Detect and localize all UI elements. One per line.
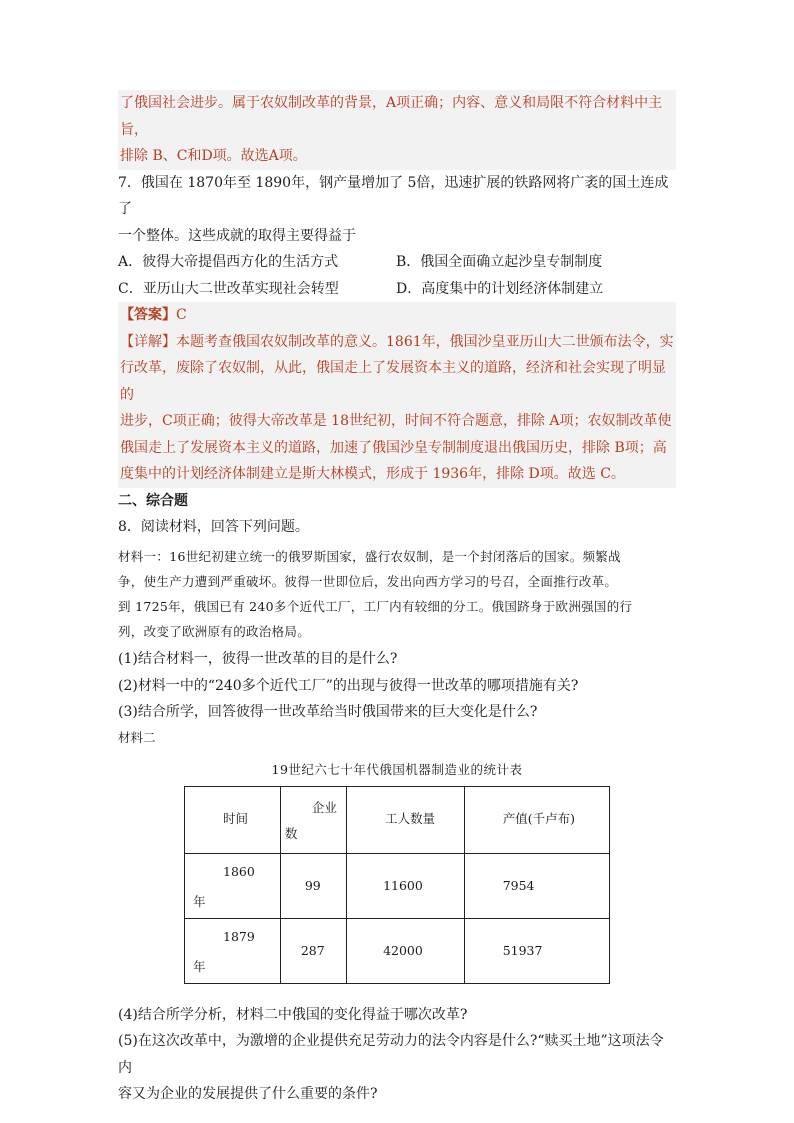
- table-header-row: [185, 786, 610, 853]
- cell-count: [280, 853, 346, 918]
- q6-analysis-tail: [118, 90, 676, 170]
- detail-line: 俄国走上了发展资本主义的道路，加速了俄国沙皇专制制度退出俄国历史，排除 B项；高: [120, 439, 667, 456]
- statistics-table: [184, 786, 610, 984]
- header-time: [185, 786, 281, 853]
- sub-question-2: (2)材料一中的“240多个近代工厂”的出现与彼得一世改革的哪项措施有关?: [118, 677, 579, 694]
- option-b: B．俄国全面确立起沙皇专制制度: [396, 254, 603, 270]
- year-unit: 年: [193, 893, 206, 909]
- header-count-part2: 数: [284, 825, 298, 841]
- workers-value: 11600: [383, 877, 423, 893]
- year-number: 1879: [223, 928, 255, 944]
- answer-line: [120, 302, 674, 329]
- material-line: 材料一：16世纪初建立统一的俄罗斯国家，盛行农奴制，是一个封闭落后的国家。频繁战: [118, 549, 621, 564]
- header-count-part1: 企业: [311, 799, 337, 815]
- material-line: 列，改变了欧洲原有的政治格局。: [118, 624, 311, 639]
- count-value: 99: [304, 877, 321, 893]
- material-1: [118, 544, 676, 644]
- cell-count: [280, 918, 346, 983]
- table-title: 19世纪六七十年代俄国机器制造业的统计表: [271, 761, 523, 777]
- option-c: C．亚历山大二世改革实现社会转型: [118, 280, 339, 297]
- option-d: D．高度集中的计划经济体制建立: [396, 280, 604, 297]
- detail-line: 进步，C项正确；彼得大帝改革是 18世纪初，时间不符合题意，排除 A项；农奴制改革使: [120, 413, 672, 429]
- sub-question-4: (4)结合所学分析，材料二中俄国的变化得益于哪次改革?: [118, 1006, 468, 1023]
- count-value: 287: [300, 942, 325, 958]
- section-title: 二、综合题: [118, 492, 188, 509]
- sub-question-5-cont: 容又为企业的发展提供了什么重要的条件?: [118, 1086, 378, 1102]
- detail-line: 【详解】本题考查俄国农奴制改革的意义。1861年，俄国沙皇亚历山大二世颁布法令，实: [120, 333, 674, 350]
- cell-workers: [347, 853, 465, 918]
- cell-value: [464, 853, 609, 918]
- analysis-line: 了俄国社会进步。属于农奴制改革的背景，A项正确；内容、意义和局限不符合材料中主旨，: [120, 95, 663, 138]
- header-count: [280, 786, 346, 853]
- header-workers-text: 工人数量: [385, 810, 436, 826]
- sub-question-3: (3)结合所学，回答彼得一世改革给当时俄国带来的巨大变化是什么?: [118, 704, 538, 720]
- cell-year: [185, 853, 281, 918]
- q8-stem: 8．阅读材料，回答下列问题。: [118, 518, 309, 535]
- header-workers: [347, 786, 465, 853]
- header-count-text: [281, 795, 337, 847]
- sub-question-5: (5)在这次改革中，为激增的企业提供充足劳动力的法令内容是什么?“赎买土地”这项法令内: [118, 1033, 664, 1076]
- output-value: 7954: [502, 877, 535, 893]
- page-content: [118, 90, 676, 1108]
- answer-value: C: [176, 307, 187, 323]
- material-line: 到 1725年，俄国已有 240多个近代工厂，工厂内有较细的分工。俄国跻身于欧洲强国的行: [118, 599, 633, 614]
- cell-workers: [347, 918, 465, 983]
- table-row: [185, 853, 610, 918]
- header-value-text: 产值(千卢布): [502, 810, 575, 826]
- option-a: A．彼得大帝提倡西方化的生活方式: [118, 254, 339, 270]
- q7-stem-line: 一个整体。这些成就的取得主要得益于: [118, 227, 356, 244]
- header-value: [464, 786, 609, 853]
- material-line: 争，使生产力遭到严重破坏。彼得一世即位后，发出向西方学习的号召，全面推行改革。: [118, 574, 618, 589]
- detail-line: 行改革，废除了农奴制，从此，俄国走上了发展资本主义的道路，经济和社会实现了明显的: [120, 360, 666, 403]
- workers-value: 42000: [383, 942, 423, 958]
- year-unit: 年: [193, 958, 206, 974]
- follow-up-questions: [118, 1002, 676, 1108]
- q7-answer-block: [118, 302, 676, 488]
- sub-question-1: (1)结合材料一，彼得一世改革的目的是什么?: [118, 651, 398, 667]
- answer-label: 【答案】: [120, 307, 176, 323]
- q7-stem-line: 7．俄国在 1870年至 1890年，钢产量增加了 5倍，迅速扩展的铁路网将广袤的国土连成了: [118, 174, 669, 217]
- output-value: 51937: [502, 942, 543, 958]
- analysis-line: 排除 B、C和D项。故选A项。: [120, 148, 307, 164]
- cell-value: [464, 918, 609, 983]
- header-time-text: 时间: [223, 810, 249, 826]
- year-number: 1860: [223, 863, 255, 879]
- table-row: [185, 918, 610, 983]
- detail-line: 度集中的计划经济体制建立是斯大林模式，形成于 1936年，排除 D项。故选 C。: [120, 466, 625, 482]
- cell-year: [185, 918, 281, 983]
- q7-options: [118, 249, 676, 302]
- material-2-label: 材料二: [118, 729, 156, 745]
